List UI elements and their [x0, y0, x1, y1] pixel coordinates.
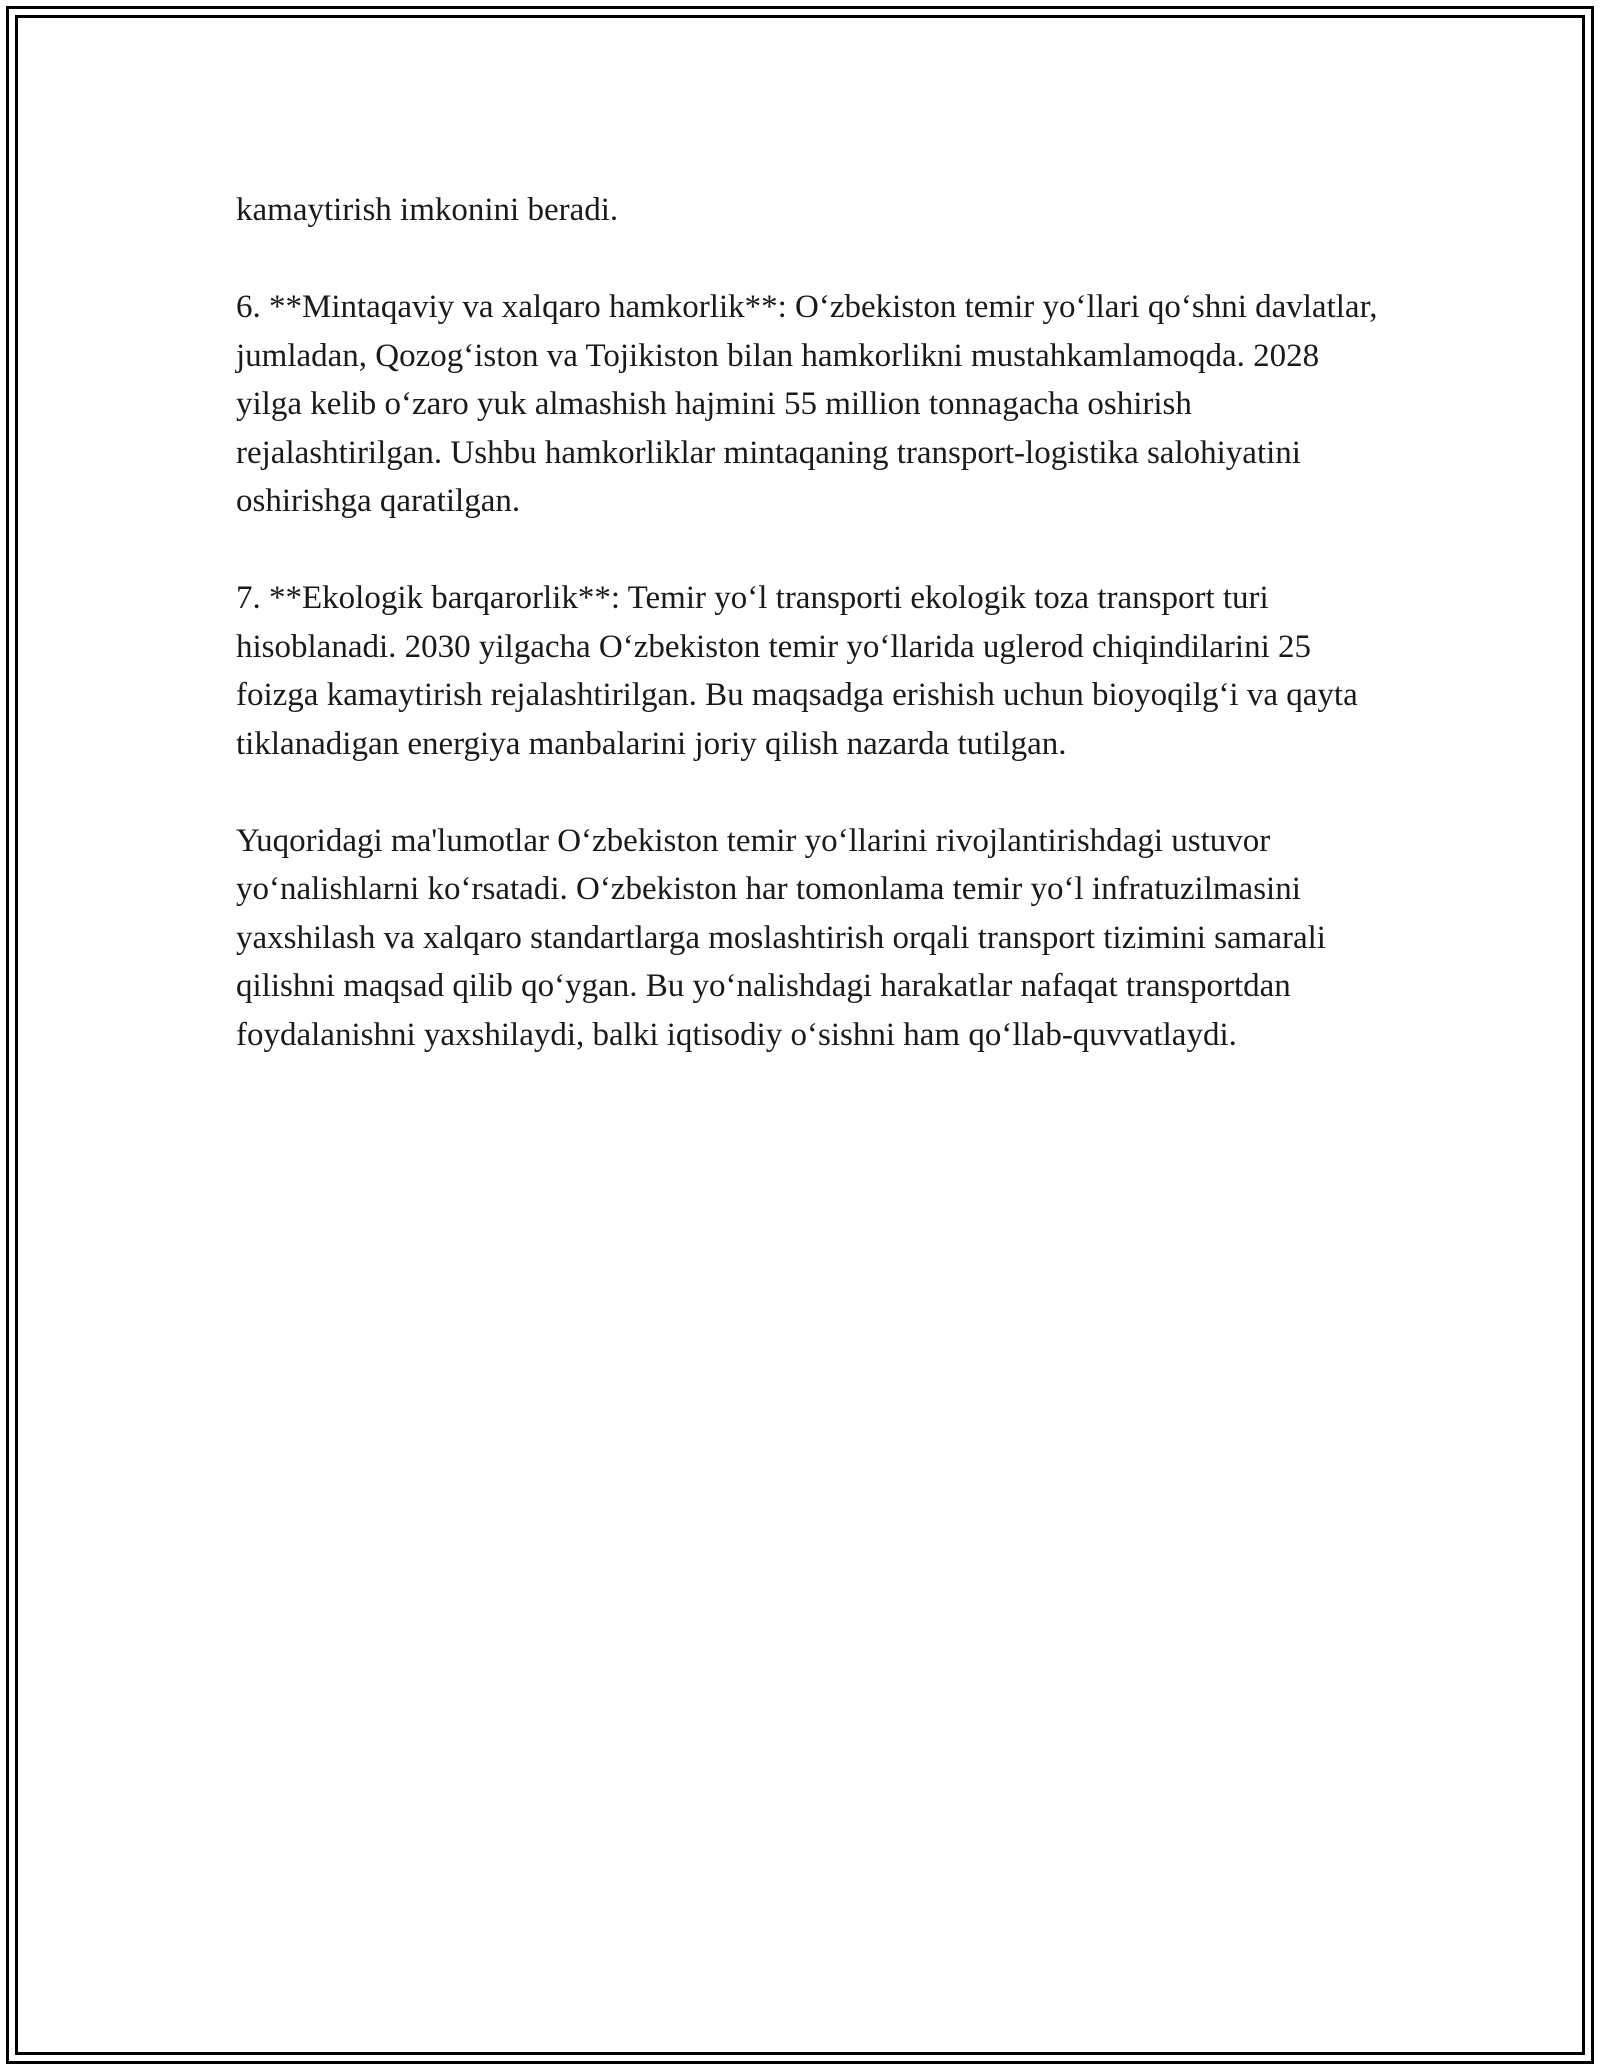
- paragraph-regional-cooperation: 6. **Mintaqaviy va xalqaro hamkorlik**: O‘zbekiston temir yo‘llari qo‘shni davlatlar, jumladan, Qozog‘iston va Tojikiston bilan hamkorlikni mustahkamlamoqda. 2028 yilga kelib o‘zaro yuk almashish hajmini 55 million tonnagacha oshirish rejalashtirilgan. Ushbu hamkorliklar mintaqaning transport-logistika salohiyatini oshirishga qaratilgan.: [236, 289, 1378, 519]
- paragraph-ecological-sustainability: 7. **Ekologik barqarorlik**: Temir yo‘l transporti ekologik toza transport turi hisoblanadi. 2030 yilgacha O‘zbekiston temir yo‘llarida uglerod chiqindilarini 25 foizga kamaytirish rejalashtirilgan. Bu maqsadga erishish uchun bioyoqilg‘i va qayta tiklanadigan energiya manbalarini joriy qilish nazarda tutilgan.: [236, 580, 1358, 762]
- document-body: [236, 186, 1386, 1108]
- paragraph-conclusion: Yuqoridagi ma'lumotlar O‘zbekiston temir yo‘llarini rivojlantirishdagi ustuvor yo‘nalishlarni ko‘rsatadi. O‘zbekiston har tomonlama temir yo‘l infratuzilmasini yaxshilash va xalqaro standartlarga moslashtirish orqali transport tizimini samarali qilishni maqsad qilib qo‘ygan. Bu yo‘nalishdagi harakatlar nafaqat transportdan foydalanishni yaxshilaydi, balki iqtisodiy o‘sishni ham qo‘llab-quvvatlaydi.: [236, 822, 1326, 1053]
- paragraph-continuation: kamaytirish imkonini beradi.: [236, 192, 619, 228]
